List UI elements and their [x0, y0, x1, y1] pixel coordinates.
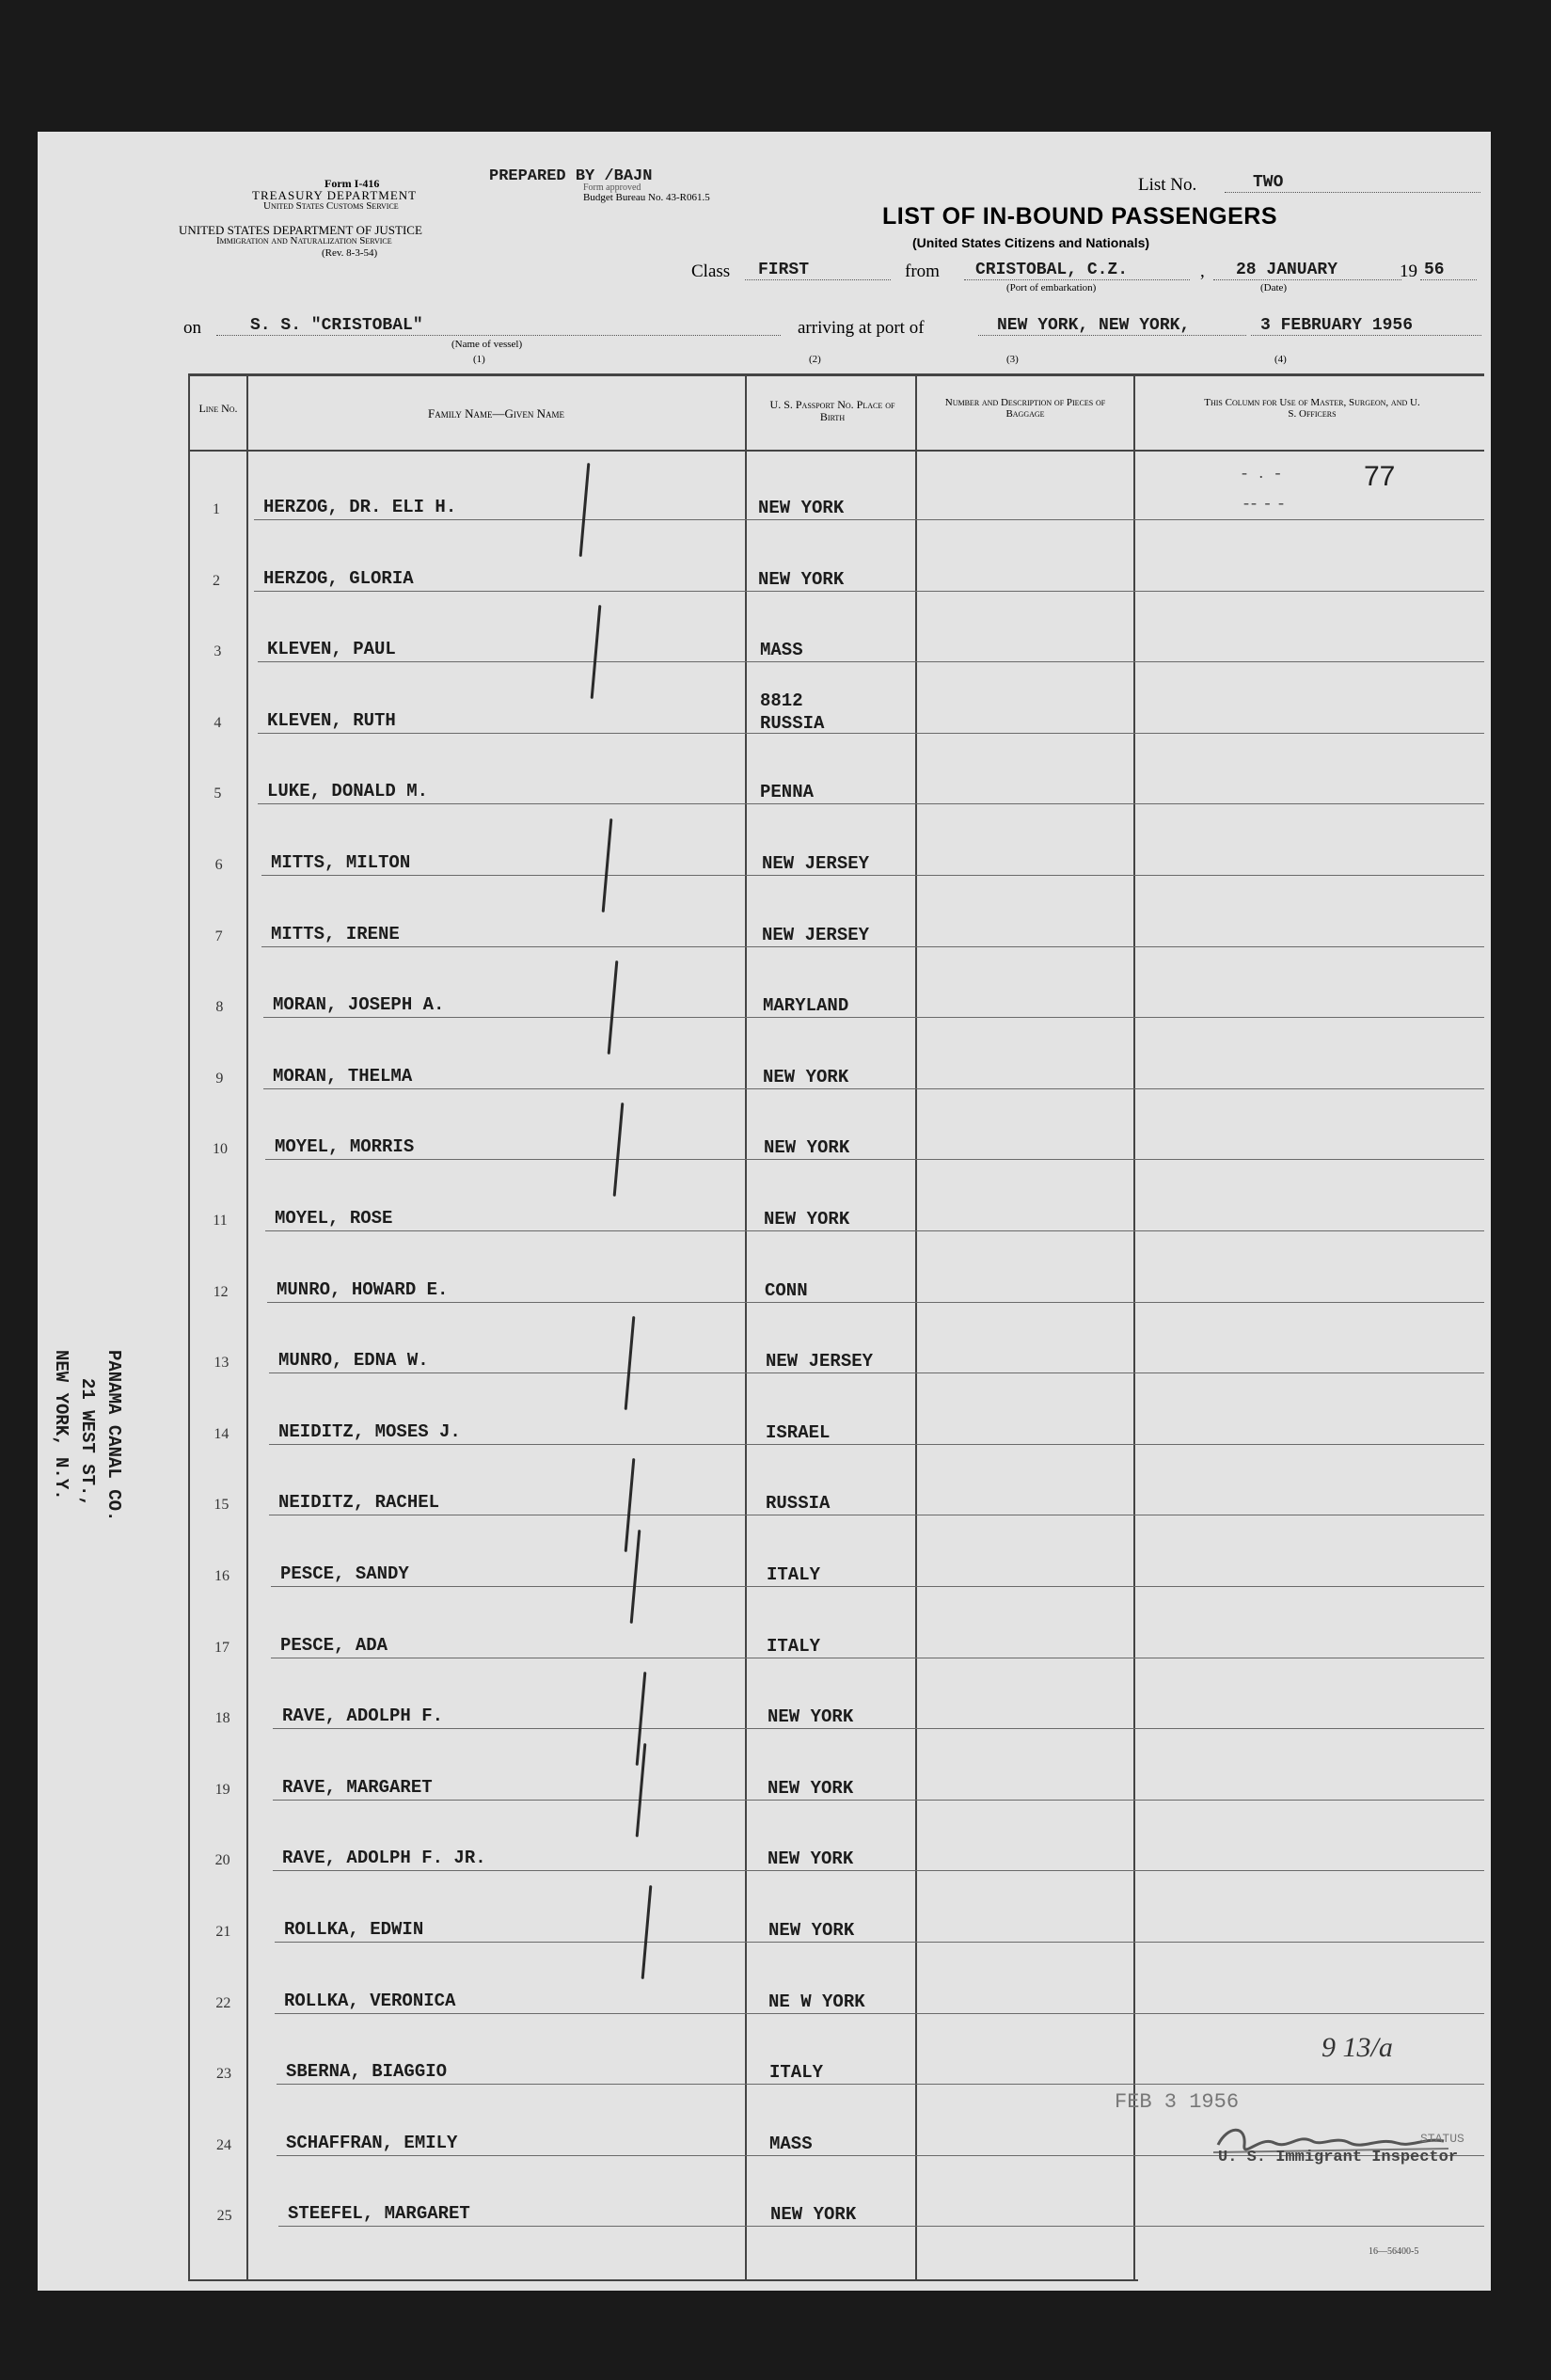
- port-caption: (Port of embarkation): [1006, 282, 1097, 294]
- form-approved: Form approved: [583, 182, 641, 193]
- row-place-of-birth: ITALY: [769, 2062, 824, 2084]
- row-line-number: 19: [214, 1781, 230, 1798]
- row-line-number: 14: [214, 1425, 229, 1442]
- footer-code: 16—56400-5: [1369, 2246, 1419, 2257]
- from-field: [964, 261, 1190, 280]
- row-line-number: 24: [216, 2136, 231, 2153]
- row-passenger-name: MITTS, MILTON: [271, 852, 411, 873]
- row-place-of-birth: PENNA: [760, 782, 815, 803]
- header-passport: U. S. Passport No. Place of Birth: [769, 398, 895, 423]
- treasury-department: TREASURY DEPARTMENT: [252, 188, 418, 202]
- ins-line: Immigration and Naturalization Service: [216, 235, 392, 246]
- check-tick-mark: [579, 463, 591, 557]
- row-place-of-birth: NEW YORK: [768, 1920, 855, 1941]
- row-passenger-name: HERZOG, GLORIA: [263, 567, 414, 589]
- officer-note-marks-2: -- - -: [1243, 493, 1286, 512]
- row-passenger-name: MITTS, IRENE: [271, 923, 400, 944]
- row-rule: [263, 1088, 1484, 1089]
- row-rule: [258, 803, 1484, 804]
- row-place-of-birth: NEW JERSEY: [762, 924, 870, 945]
- row-passenger-name: SBERNA, BIAGGIO: [286, 2061, 448, 2083]
- row-place-of-birth: ISRAEL: [766, 1421, 831, 1443]
- row-passenger-name: MUNRO, EDNA W.: [278, 1350, 429, 1372]
- header-bottom-border: [188, 450, 1484, 452]
- form-number: Form I-416: [324, 177, 380, 190]
- row-line-number: 6: [214, 857, 223, 873]
- baggage-column-divider: [1133, 373, 1135, 2281]
- column-number-1: (1): [473, 354, 485, 365]
- row-line-number: 9: [215, 1070, 224, 1087]
- date-value: 28 JANUARY: [1236, 261, 1338, 279]
- row-line-number: 21: [215, 1924, 231, 1940]
- row-place-of-birth: NEW YORK: [758, 498, 845, 518]
- vessel-caption: (Name of vessel): [451, 339, 523, 350]
- comma: ,: [1200, 262, 1205, 281]
- header-baggage: Number and Description of Pieces of Baggage: [944, 397, 1106, 420]
- row-passenger-name: PESCE, SANDY: [280, 1563, 409, 1584]
- from-value: CRISTOBAL, C.Z.: [975, 261, 1129, 279]
- row-passenger-name: LUKE, DONALD M.: [267, 781, 429, 802]
- row-rule: [258, 733, 1484, 734]
- margin-stamp: [48, 1350, 127, 1521]
- row-line-number: 8: [215, 999, 224, 1016]
- name-column-divider: [745, 373, 747, 2281]
- check-tick-mark: [591, 605, 602, 699]
- row-rule: [263, 1017, 1484, 1018]
- row-line-number: 25: [216, 2208, 232, 2225]
- customs-service: United States Customs Service: [263, 200, 399, 212]
- row-rule: [265, 1230, 1484, 1231]
- passport-column-divider: [915, 373, 917, 2281]
- row-passenger-name: MUNRO, HOWARD E.: [277, 1278, 449, 1300]
- prepared-by: PREPARED BY /BAJN: [489, 167, 653, 185]
- vessel-name: S. S. "CRISTOBAL": [250, 316, 423, 335]
- header-name: Family Name—Given Name: [428, 406, 564, 420]
- row-line-number: 12: [213, 1283, 229, 1300]
- check-tick-mark: [630, 1530, 641, 1624]
- row-rule: [269, 1372, 1484, 1373]
- row-line-number: 13: [214, 1355, 229, 1372]
- row-passenger-name: ROLLKA, VERONICA: [284, 1990, 456, 2011]
- row-passenger-name: RAVE, MARGARET: [282, 1776, 433, 1798]
- row-rule: [267, 1302, 1484, 1303]
- row-passenger-name: MORAN, THELMA: [273, 1065, 413, 1087]
- row-rule: [275, 1942, 1484, 1943]
- row-passenger-name: KLEVEN, RUTH: [267, 709, 396, 731]
- row-rule: [261, 946, 1484, 947]
- row-line-number: 20: [214, 1852, 230, 1869]
- arrival-date: 3 FEBRUARY 1956: [1251, 316, 1481, 336]
- check-tick-mark: [613, 1103, 625, 1197]
- row-passenger-name: RAVE, ADOLPH F. JR.: [282, 1848, 486, 1869]
- row-line-number: 4: [214, 714, 222, 731]
- check-tick-mark: [602, 818, 613, 912]
- row-line-number: 17: [214, 1639, 229, 1656]
- row-passenger-name: MOYEL, ROSE: [275, 1208, 393, 1229]
- column-number-2: (2): [809, 354, 821, 365]
- row-line-number: 15: [214, 1497, 229, 1514]
- row-place-of-birth: MARYLAND: [763, 995, 849, 1017]
- column-number-4: (4): [1274, 354, 1287, 365]
- row-rule: [269, 1444, 1484, 1445]
- row-line-number: 5: [214, 785, 222, 802]
- row-line-number: 16: [214, 1568, 229, 1584]
- row-rule: [254, 519, 1484, 520]
- passenger-manifest-sheet: [38, 132, 1491, 2291]
- table-top-border: [188, 373, 1484, 376]
- row-place-of-birth: NEW YORK: [764, 1137, 850, 1159]
- check-tick-mark: [625, 1458, 636, 1552]
- officer-note: 77: [1364, 461, 1396, 492]
- check-tick-mark: [608, 960, 619, 1055]
- row-place-of-birth: NEW YORK: [764, 1209, 850, 1230]
- hand-note: 9 13/a: [1322, 2032, 1393, 2063]
- row-rule: [273, 1870, 1484, 1871]
- row-rule: [254, 591, 1484, 592]
- margin-stamp-line-2: 21 WEST ST.,: [77, 1378, 98, 1507]
- row-place-of-birth: NEW YORK: [763, 1066, 849, 1087]
- row-rule: [265, 1159, 1484, 1160]
- class-value: FIRST: [758, 261, 810, 279]
- row-line-number: 11: [213, 1213, 228, 1229]
- column-number-3: (3): [1006, 354, 1019, 365]
- revision-date: (Rev. 8-3-54): [322, 247, 378, 259]
- row-place-of-birth: MASS: [760, 640, 803, 661]
- row-passenger-name: MORAN, JOSEPH A.: [273, 994, 445, 1016]
- class-field: [745, 261, 891, 280]
- lineno-column-divider: [246, 373, 248, 2281]
- row-place-of-birth: NEW JERSEY: [762, 853, 870, 874]
- row-rule: [277, 2084, 1484, 2085]
- form-subtitle: (United States Citizens and Nationals): [912, 235, 1150, 250]
- table-left-border: [188, 373, 190, 2281]
- immigrant-inspector: U. S. Immigrant Inspector: [1218, 2149, 1459, 2166]
- inspection-status: STATUS: [1420, 2132, 1464, 2146]
- list-no-value: [1225, 173, 1480, 193]
- row-line-number: 22: [215, 1994, 231, 2011]
- row-place-of-birth: ITALY: [767, 1635, 821, 1657]
- arriving-label: arriving at port of: [798, 318, 925, 338]
- row-place-of-birth: RUSSIA: [766, 1493, 831, 1515]
- row-rule: [271, 1586, 1484, 1587]
- officer-note-marks: - . -: [1242, 463, 1285, 482]
- department-of-justice: UNITED STATES DEPARTMENT OF JUSTICE: [179, 223, 422, 237]
- date-caption: (Date): [1260, 282, 1288, 294]
- date-field: [1213, 261, 1401, 280]
- year-prefix: 19: [1400, 262, 1417, 281]
- row-passenger-name: HERZOG, DR. ELI H.: [263, 497, 457, 517]
- row-place-of-birth: NEW YORK: [770, 2204, 857, 2226]
- row-place-of-birth: NEW YORK: [758, 568, 845, 590]
- row-line-number: 2: [213, 572, 220, 589]
- inspection-date-stamp: FEB 3 1956: [1115, 2090, 1240, 2114]
- row-rule: [273, 1728, 1484, 1729]
- arrival-port: NEW YORK, NEW YORK,: [978, 316, 1246, 336]
- row-passenger-name: PESCE, ADA: [280, 1634, 388, 1656]
- row-passenger-name: NEIDITZ, MOSES J.: [278, 1420, 461, 1442]
- row-rule: [261, 875, 1484, 876]
- row-place-of-birth: NEW YORK: [768, 1848, 854, 1870]
- row-passenger-name: NEIDITZ, RACHEL: [278, 1492, 440, 1514]
- row-place-of-birth: MASS: [769, 2133, 813, 2154]
- list-no-label: List No.: [1138, 175, 1197, 195]
- from-label: from: [905, 262, 940, 281]
- row-passenger-name: ROLLKA, EDWIN: [284, 1919, 424, 1940]
- row-rule: [273, 1800, 1484, 1801]
- row-line-number: 3: [214, 643, 222, 660]
- row-rule: [258, 661, 1484, 662]
- budget-bureau: Budget Bureau No. 43-R061.5: [583, 192, 710, 203]
- row-place-of-birth: 8812 RUSSIA: [760, 690, 825, 734]
- row-place-of-birth: CONN: [765, 1279, 808, 1301]
- row-line-number: 23: [216, 2066, 231, 2083]
- header-officers: This Column for Use of Master, Surgeon, and U. S. Officers: [1204, 397, 1420, 420]
- row-line-number: 1: [213, 501, 220, 517]
- list-no-text: TWO: [1253, 173, 1284, 192]
- row-line-number: 18: [214, 1710, 230, 1727]
- margin-stamp-line-3: NEW YORK, N.Y.: [51, 1350, 71, 1500]
- on-label: on: [183, 318, 201, 338]
- row-passenger-name: STEEFEL, MARGARET: [288, 2203, 470, 2225]
- row-line-number: 10: [213, 1141, 228, 1158]
- row-rule: [278, 2226, 1484, 2227]
- row-place-of-birth: NEW JERSEY: [766, 1351, 874, 1372]
- row-place-of-birth: NE W YORK: [768, 1991, 865, 2012]
- check-tick-mark: [641, 1885, 653, 1979]
- margin-stamp-line-1: PANAMA CANAL CO.: [103, 1350, 124, 1522]
- year-suffix: 56: [1420, 261, 1477, 280]
- table-bottom-border: [188, 2279, 1138, 2281]
- vessel-field: [216, 316, 781, 336]
- row-place-of-birth: NEW YORK: [768, 1777, 854, 1799]
- row-passenger-name: SCHAFFRAN, EMILY: [286, 2132, 458, 2153]
- header-line-no: Line No.: [198, 402, 238, 415]
- row-line-number: 7: [214, 928, 223, 944]
- row-place-of-birth: NEW YORK: [768, 1706, 854, 1728]
- row-passenger-name: KLEVEN, PAUL: [267, 639, 396, 660]
- row-place-of-birth: ITALY: [767, 1564, 821, 1585]
- check-tick-mark: [625, 1316, 636, 1410]
- class-label: Class: [691, 262, 731, 281]
- row-rule: [275, 2013, 1484, 2014]
- row-passenger-name: RAVE, ADOLPH F.: [282, 1706, 444, 1727]
- form-title: LIST OF IN-BOUND PASSENGERS: [882, 203, 1278, 230]
- row-passenger-name: MOYEL, MORRIS: [275, 1136, 415, 1158]
